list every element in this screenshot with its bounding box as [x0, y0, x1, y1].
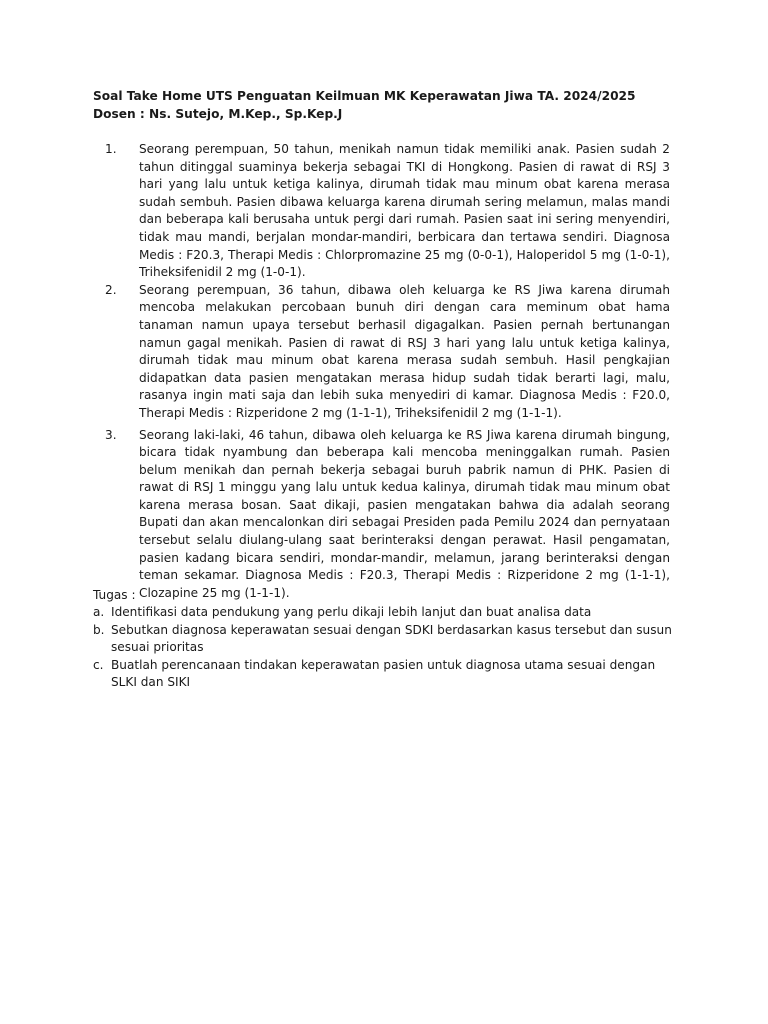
- task-heading: Tugas :: [93, 588, 136, 602]
- document-header: [93, 87, 683, 123]
- task-text: Sebutkan diagnosa keperawatan sesuai dengan SDKI berdasarkan kasus tersebut dan susun sesuai prioritas: [111, 622, 672, 655]
- lecturer-line: Dosen : Ns. Sutejo, M.Kep., Sp.Kep.J: [93, 107, 343, 121]
- case-item: [93, 282, 670, 423]
- task-letter: b.: [93, 622, 105, 637]
- case-number: 2.: [105, 282, 117, 297]
- task-text: Buatlah perencanaan tindakan keperawatan pasien untuk diagnosa utama sesuai dengan SLKI dan SIKI: [111, 657, 656, 690]
- case-text: Seorang laki-laki, 46 tahun, dibawa oleh keluarga ke RS Jiwa karena dirumah bingung, bicara tidak nyambung dan beberapa kali mencoba meninggalkan rumah. Pasien belum menikah dan pernah bekerja sebagai buruh pabrik namun di PHK. Pasien di rawat di RSJ 1 minggu yang lalu untuk kedua kalinya, dirumah tidak mau minum obat karena merasa bosan. Saat dikaji, pasien mengatakan bahwa dia adalah seorang Bupati dan akan mencalonkan diri sebagai Presiden pada Pemilu 2024 dan pernyataan tersebut selalu diulang-ulang saat berinteraksi dengan perawat. Hasil pengamatan, pasien kadang bicara sendiri, mondar-mandir, melamun, jarang berinteraksi dengan teman sekamar. Diagnosa Medis : F20.3, Therapi Medis : Rizperidone 2 mg (1-1-1), Clozapine 25 mg (1-1-1).: [139, 427, 670, 600]
- task-letter: c.: [93, 657, 104, 672]
- task-section: [93, 587, 683, 691]
- case-number: 1.: [105, 142, 117, 156]
- case-text: Seorang perempuan, 36 tahun, dibawa oleh keluarga ke RS Jiwa karena dirumah mencoba melakukan percobaan bunuh diri dengan cara meminum obat hama tanaman namun upaya tersebut berhasil digagalkan. Pasien pernah bertunangan namun gagal menikah. Pasien di rawat di RSJ 3 hari yang lalu untuk ketiga kalinya, dirumah tidak mau minum obat karena merasa sudah sembuh. Hasil pengkajian didapatkan data pasien mengatakan merasa hidup sudah tidak berarti lagi, malu, rasanya ingin mati saja dan lebih suka menyediri di kamar. Diagnosa Medis : F20.0, Therapi Medis : Rizperidone 2 mg (1-1-1), Triheksifenidil 2 mg (1-1-1).: [139, 282, 670, 420]
- case-item: [93, 141, 670, 282]
- case-number: 3.: [105, 427, 117, 442]
- case-text: Seorang perempuan, 50 tahun, menikah namun tidak memiliki anak. Pasien sudah 2 tahun ditinggal suaminya bekerja sebagai TKI di Hongkong. Pasien di rawat di RSJ 3 hari yang lalu untuk ketiga kalinya, dirumah tidak mau minum obat karena merasa sudah sembuh. Pasien dibawa keluarga karena dirumah sering melamun, malas mandi dan beberapa kali berusaha untuk pergi dari rumah. Pasien saat ini sering menyendiri, tidak mau mandi, berjalan mondar-mandiri, berbicara dan tertawa sendiri. Diagnosa Medis : F20.3, Therapi Medis : Chlorpromazine 25 mg (0-0-1), Haloperidol 5 mg (1-0-1), Triheksifenidil 2 mg (1-0-1).: [139, 142, 670, 280]
- case-list: [93, 141, 670, 602]
- task-item: [93, 622, 683, 657]
- task-item: [93, 657, 683, 692]
- case-item: [93, 427, 670, 603]
- exam-title: Soal Take Home UTS Penguatan Keilmuan MK Keperawatan Jiwa TA. 2024/2025: [93, 89, 636, 103]
- task-letter: a.: [93, 605, 105, 620]
- task-item: [93, 604, 683, 621]
- task-text: Identifikasi data pendukung yang perlu dikaji lebih lanjut dan buat analisa data: [111, 605, 592, 620]
